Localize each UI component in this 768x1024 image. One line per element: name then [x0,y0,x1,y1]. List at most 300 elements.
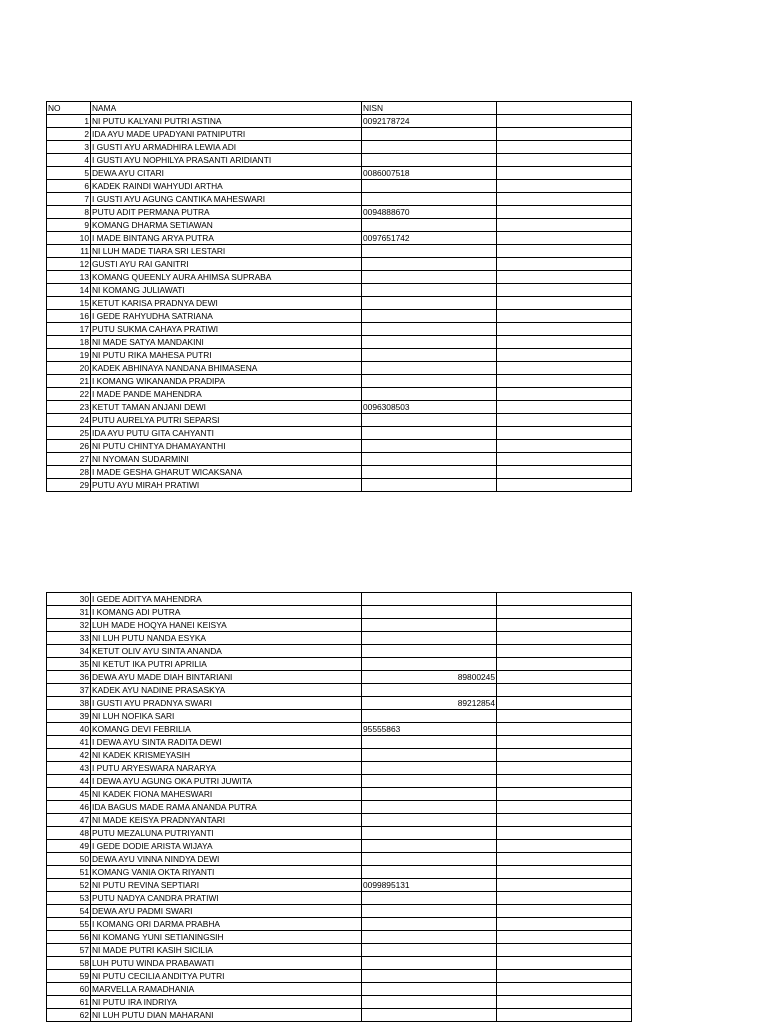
row-empty [497,827,632,840]
table-row [47,827,632,840]
row-nisn [362,479,497,492]
row-nama: KADEK ABHINAYA NANDANA BHIMASENA [91,362,362,375]
row-no: 21 [47,375,91,388]
row-nisn [362,284,497,297]
row-no: 14 [47,284,91,297]
row-nisn [362,245,497,258]
row-empty [497,866,632,879]
row-nama: KOMANG DHARMA SETIAWAN [91,219,362,232]
row-nisn [362,388,497,401]
row-nisn [362,931,497,944]
row-no: 60 [47,983,91,996]
row-nama: PUTU NADYA CANDRA PRATIWI [91,892,362,905]
row-nisn [362,801,497,814]
row-nama: I KOMANG WIKANANDA PRADIPA [91,375,362,388]
row-nama: PUTU ADIT PERMANA PUTRA [91,206,362,219]
row-nisn [362,128,497,141]
row-no: 48 [47,827,91,840]
row-no: 5 [47,167,91,180]
table-row [47,632,632,645]
row-empty [497,310,632,323]
row-no: 52 [47,879,91,892]
row-nama: NI LUH PUTU DIAN MAHARANI [91,1009,362,1022]
row-nisn: 0099895131 [362,879,497,892]
row-nisn [362,840,497,853]
table-row [47,879,632,892]
table-row [47,866,632,879]
row-nisn [362,736,497,749]
row-nisn [362,892,497,905]
table-row [47,658,632,671]
row-no: 27 [47,453,91,466]
row-nama: KADEK RAINDI WAHYUDI ARTHA [91,180,362,193]
row-empty [497,892,632,905]
row-nama: KOMANG QUEENLY AURA AHIMSA SUPRABA [91,271,362,284]
row-empty [497,128,632,141]
row-no: 10 [47,232,91,245]
row-no: 32 [47,619,91,632]
row-no: 37 [47,684,91,697]
row-nisn [362,427,497,440]
row-nisn: 89212854 [362,697,497,710]
row-nama: KOMANG DEVI FEBRILIA [91,723,362,736]
table-row [47,245,632,258]
row-no: 59 [47,970,91,983]
table-row [47,232,632,245]
row-nama: NI KOMANG YUNI SETIANINGSIH [91,931,362,944]
row-empty [497,427,632,440]
row-empty [497,336,632,349]
header-no: NO [47,102,91,115]
row-nisn [362,362,497,375]
row-no: 25 [47,427,91,440]
row-nama: NI MADE SATYA MANDAKINI [91,336,362,349]
row-nama: KADEK AYU NADINE PRASASKYA [91,684,362,697]
row-nisn: 0096308503 [362,401,497,414]
row-nisn [362,996,497,1009]
row-nama: I DEWA AYU SINTA RADITA DEWI [91,736,362,749]
row-no: 31 [47,606,91,619]
table-row [47,466,632,479]
table-row [47,414,632,427]
row-no: 12 [47,258,91,271]
row-nama: NI PUTU KALYANI PUTRI ASTINA [91,115,362,128]
student-table-2 [46,592,632,1022]
table-row [47,944,632,957]
row-no: 51 [47,866,91,879]
table-row [47,710,632,723]
row-empty [497,606,632,619]
row-no: 47 [47,814,91,827]
row-no: 61 [47,996,91,1009]
row-nisn [362,258,497,271]
header-nama: NAMA [91,102,362,115]
row-nisn [362,775,497,788]
table-row [47,375,632,388]
row-nama: MARVELLA RAMADHANIA [91,983,362,996]
table-row [47,762,632,775]
table-row [47,970,632,983]
table-row [47,905,632,918]
row-empty [497,453,632,466]
row-empty [497,167,632,180]
row-nisn [362,323,497,336]
row-no: 18 [47,336,91,349]
row-no: 49 [47,840,91,853]
table-row [47,775,632,788]
table-row [47,271,632,284]
row-empty [497,983,632,996]
row-empty [497,996,632,1009]
row-empty [497,375,632,388]
table-row [47,801,632,814]
row-no: 19 [47,349,91,362]
row-empty [497,232,632,245]
row-nama: LUH PUTU WINDA PRABAWATI [91,957,362,970]
row-no: 1 [47,115,91,128]
table-row [47,180,632,193]
row-nama: I MADE PANDE MAHENDRA [91,388,362,401]
row-nama: NI MADE KEISYA PRADNYANTARI [91,814,362,827]
row-nama: I GUSTI AYU NOPHILYA PRASANTI ARIDIANTI [91,154,362,167]
row-empty [497,697,632,710]
row-nama: NI KOMANG JULIAWATI [91,284,362,297]
table-row [47,892,632,905]
row-empty [497,219,632,232]
row-empty [497,684,632,697]
row-no: 40 [47,723,91,736]
row-nama: NI PUTU CECILIA ANDITYA PUTRI [91,970,362,983]
row-no: 26 [47,440,91,453]
row-nisn [362,749,497,762]
row-no: 45 [47,788,91,801]
row-empty [497,297,632,310]
row-nisn: 0094888670 [362,206,497,219]
row-empty [497,440,632,453]
row-nisn [362,271,497,284]
table-row [47,1009,632,1022]
table-row [47,427,632,440]
row-no: 34 [47,645,91,658]
row-nisn [362,154,497,167]
row-nisn [362,658,497,671]
table-row [47,619,632,632]
table-row [47,983,632,996]
row-empty [497,362,632,375]
row-empty [497,723,632,736]
row-no: 50 [47,853,91,866]
table-row [47,349,632,362]
row-empty [497,879,632,892]
table-row [47,723,632,736]
row-nama: KOMANG VANIA OKTA RIYANTI [91,866,362,879]
row-nama: NI LUH PUTU NANDA ESYKA [91,632,362,645]
row-nama: IDA AYU PUTU GITA CAHYANTI [91,427,362,440]
row-empty [497,710,632,723]
row-no: 38 [47,697,91,710]
row-nisn [362,827,497,840]
row-no: 36 [47,671,91,684]
row-no: 3 [47,141,91,154]
row-empty [497,271,632,284]
table-row [47,957,632,970]
table-row [47,401,632,414]
table-row [47,167,632,180]
table-row [47,996,632,1009]
row-nisn [362,814,497,827]
row-nisn [362,1009,497,1022]
row-nisn [362,336,497,349]
row-nama: PUTU AURELYA PUTRI SEPARSI [91,414,362,427]
row-nisn [362,141,497,154]
row-empty [497,931,632,944]
table-row [47,388,632,401]
row-empty [497,619,632,632]
row-nisn [362,944,497,957]
table-row [47,853,632,866]
row-empty [497,814,632,827]
row-empty [497,749,632,762]
row-nama: KETUT KARISA PRADNYA DEWI [91,297,362,310]
row-no: 6 [47,180,91,193]
row-nama: IDA BAGUS MADE RAMA ANANDA PUTRA [91,801,362,814]
row-nama: GUSTI AYU RAI GANITRI [91,258,362,271]
row-nisn [362,957,497,970]
row-empty [497,970,632,983]
row-empty [497,658,632,671]
row-nama: I KOMANG ORI DARMA PRABHA [91,918,362,931]
row-nama: I GUSTI AYU AGUNG CANTIKA MAHESWARI [91,193,362,206]
row-nama: DEWA AYU VINNA NINDYA DEWI [91,853,362,866]
row-empty [497,632,632,645]
row-no: 58 [47,957,91,970]
row-nama: LUH MADE HOQYA HANEI KEISYA [91,619,362,632]
row-nisn [362,440,497,453]
row-no: 29 [47,479,91,492]
row-nisn [362,414,497,427]
row-no: 9 [47,219,91,232]
row-nama: NI KADEK KRISMEYASIH [91,749,362,762]
row-nama: I GUSTI AYU ARMADHIRA LEWIA ADI [91,141,362,154]
table-row [47,814,632,827]
row-nisn [362,645,497,658]
row-empty [497,193,632,206]
row-nisn [362,193,497,206]
row-nama: DEWA AYU PADMI SWARI [91,905,362,918]
row-empty [497,853,632,866]
table-row [47,336,632,349]
row-empty [497,154,632,167]
row-nisn [362,619,497,632]
row-nisn [362,970,497,983]
student-table-1 [46,101,632,492]
row-empty [497,284,632,297]
row-nisn [362,466,497,479]
row-no: 56 [47,931,91,944]
row-nisn [362,606,497,619]
row-nama: I GEDE RAHYUDHA SATRIANA [91,310,362,323]
row-nisn [362,853,497,866]
row-nisn [362,762,497,775]
row-empty [497,466,632,479]
row-empty [497,775,632,788]
row-nama: NI NYOMAN SUDARMINI [91,453,362,466]
row-empty [497,801,632,814]
row-nisn: 0097651742 [362,232,497,245]
table-row [47,193,632,206]
row-empty [497,593,632,606]
row-no: 42 [47,749,91,762]
row-nama: KETUT TAMAN ANJANI DEWI [91,401,362,414]
row-nisn [362,453,497,466]
header-empty [497,102,632,115]
row-empty [497,180,632,193]
row-no: 55 [47,918,91,931]
row-empty [497,840,632,853]
table-row [47,206,632,219]
table-row [47,697,632,710]
row-empty [497,736,632,749]
row-nisn: 0086007518 [362,167,497,180]
row-no: 23 [47,401,91,414]
row-nama: NI PUTU CHINTYA DHAMAYANTHI [91,440,362,453]
row-nama: I MADE GESHA GHARUT WICAKSANA [91,466,362,479]
row-empty [497,918,632,931]
row-nama: NI LUH MADE TIARA SRI LESTARI [91,245,362,258]
row-nisn [362,297,497,310]
table-row [47,219,632,232]
row-nama: NI MADE PUTRI KASIH SICILIA [91,944,362,957]
row-nama: I PUTU ARYESWARA NARARYA [91,762,362,775]
row-no: 17 [47,323,91,336]
row-no: 57 [47,944,91,957]
table-row [47,736,632,749]
row-empty [497,349,632,362]
row-no: 62 [47,1009,91,1022]
row-empty [497,245,632,258]
row-nisn [362,219,497,232]
table-row [47,453,632,466]
row-nisn [362,684,497,697]
row-empty [497,944,632,957]
table-row [47,141,632,154]
row-no: 7 [47,193,91,206]
row-nama: NI PUTU REVINA SEPTIARI [91,879,362,892]
row-nisn: 95555863 [362,723,497,736]
table-row [47,684,632,697]
table-row [47,479,632,492]
table-row [47,645,632,658]
table-row [47,258,632,271]
row-empty [497,323,632,336]
row-no: 11 [47,245,91,258]
row-no: 33 [47,632,91,645]
row-nama: I GEDE ADITYA MAHENDRA [91,593,362,606]
table-row [47,128,632,141]
table-row [47,310,632,323]
row-nisn [362,375,497,388]
row-empty [497,645,632,658]
row-no: 22 [47,388,91,401]
row-nisn [362,349,497,362]
table-row [47,154,632,167]
row-nama: DEWA AYU CITARI [91,167,362,180]
table-row [47,749,632,762]
row-nama: I MADE BINTANG ARYA PUTRA [91,232,362,245]
table-row [47,440,632,453]
row-no: 30 [47,593,91,606]
row-nama: NI KADEK FIONA MAHESWARI [91,788,362,801]
row-empty [497,905,632,918]
row-empty [497,479,632,492]
row-empty [497,762,632,775]
row-empty [497,115,632,128]
header-nisn: NISN [362,102,497,115]
table-row [47,918,632,931]
row-no: 20 [47,362,91,375]
row-nisn [362,310,497,323]
row-nisn [362,710,497,723]
row-no: 16 [47,310,91,323]
table-row [47,606,632,619]
row-no: 4 [47,154,91,167]
row-no: 54 [47,905,91,918]
row-empty [497,258,632,271]
row-nisn [362,983,497,996]
row-nama: NI PUTU RIKA MAHESA PUTRI [91,349,362,362]
row-nisn [362,918,497,931]
row-empty [497,671,632,684]
row-empty [497,401,632,414]
table-header-row [47,102,632,115]
row-no: 8 [47,206,91,219]
row-nama: I KOMANG ADI PUTRA [91,606,362,619]
row-no: 35 [47,658,91,671]
row-empty [497,414,632,427]
row-nisn: 89800245 [362,671,497,684]
table-row [47,323,632,336]
row-nama: NI PUTU IRA INDRIYA [91,996,362,1009]
row-nama: KETUT OLIV AYU SINTA ANANDA [91,645,362,658]
row-nama: PUTU AYU MIRAH PRATIWI [91,479,362,492]
row-nisn [362,788,497,801]
row-empty [497,1009,632,1022]
row-nama: IDA AYU MADE UPADYANI PATNIPUTRI [91,128,362,141]
row-nama: PUTU MEZALUNA PUTRIYANTI [91,827,362,840]
row-empty [497,788,632,801]
table-row [47,840,632,853]
row-nisn [362,593,497,606]
row-nama: PUTU SUKMA CAHAYA PRATIWI [91,323,362,336]
row-nama: NI LUH NOFIKA SARI [91,710,362,723]
row-nisn [362,866,497,879]
row-nisn [362,180,497,193]
row-no: 39 [47,710,91,723]
row-no: 43 [47,762,91,775]
table-row [47,931,632,944]
row-nama: DEWA AYU MADE DIAH BINTARIANI [91,671,362,684]
row-empty [497,388,632,401]
table-row [47,671,632,684]
table-row [47,362,632,375]
row-empty [497,206,632,219]
row-no: 2 [47,128,91,141]
row-nisn [362,905,497,918]
row-nama: I DEWA AYU AGUNG OKA PUTRI JUWITA [91,775,362,788]
table-row [47,284,632,297]
table-row [47,297,632,310]
row-empty [497,957,632,970]
